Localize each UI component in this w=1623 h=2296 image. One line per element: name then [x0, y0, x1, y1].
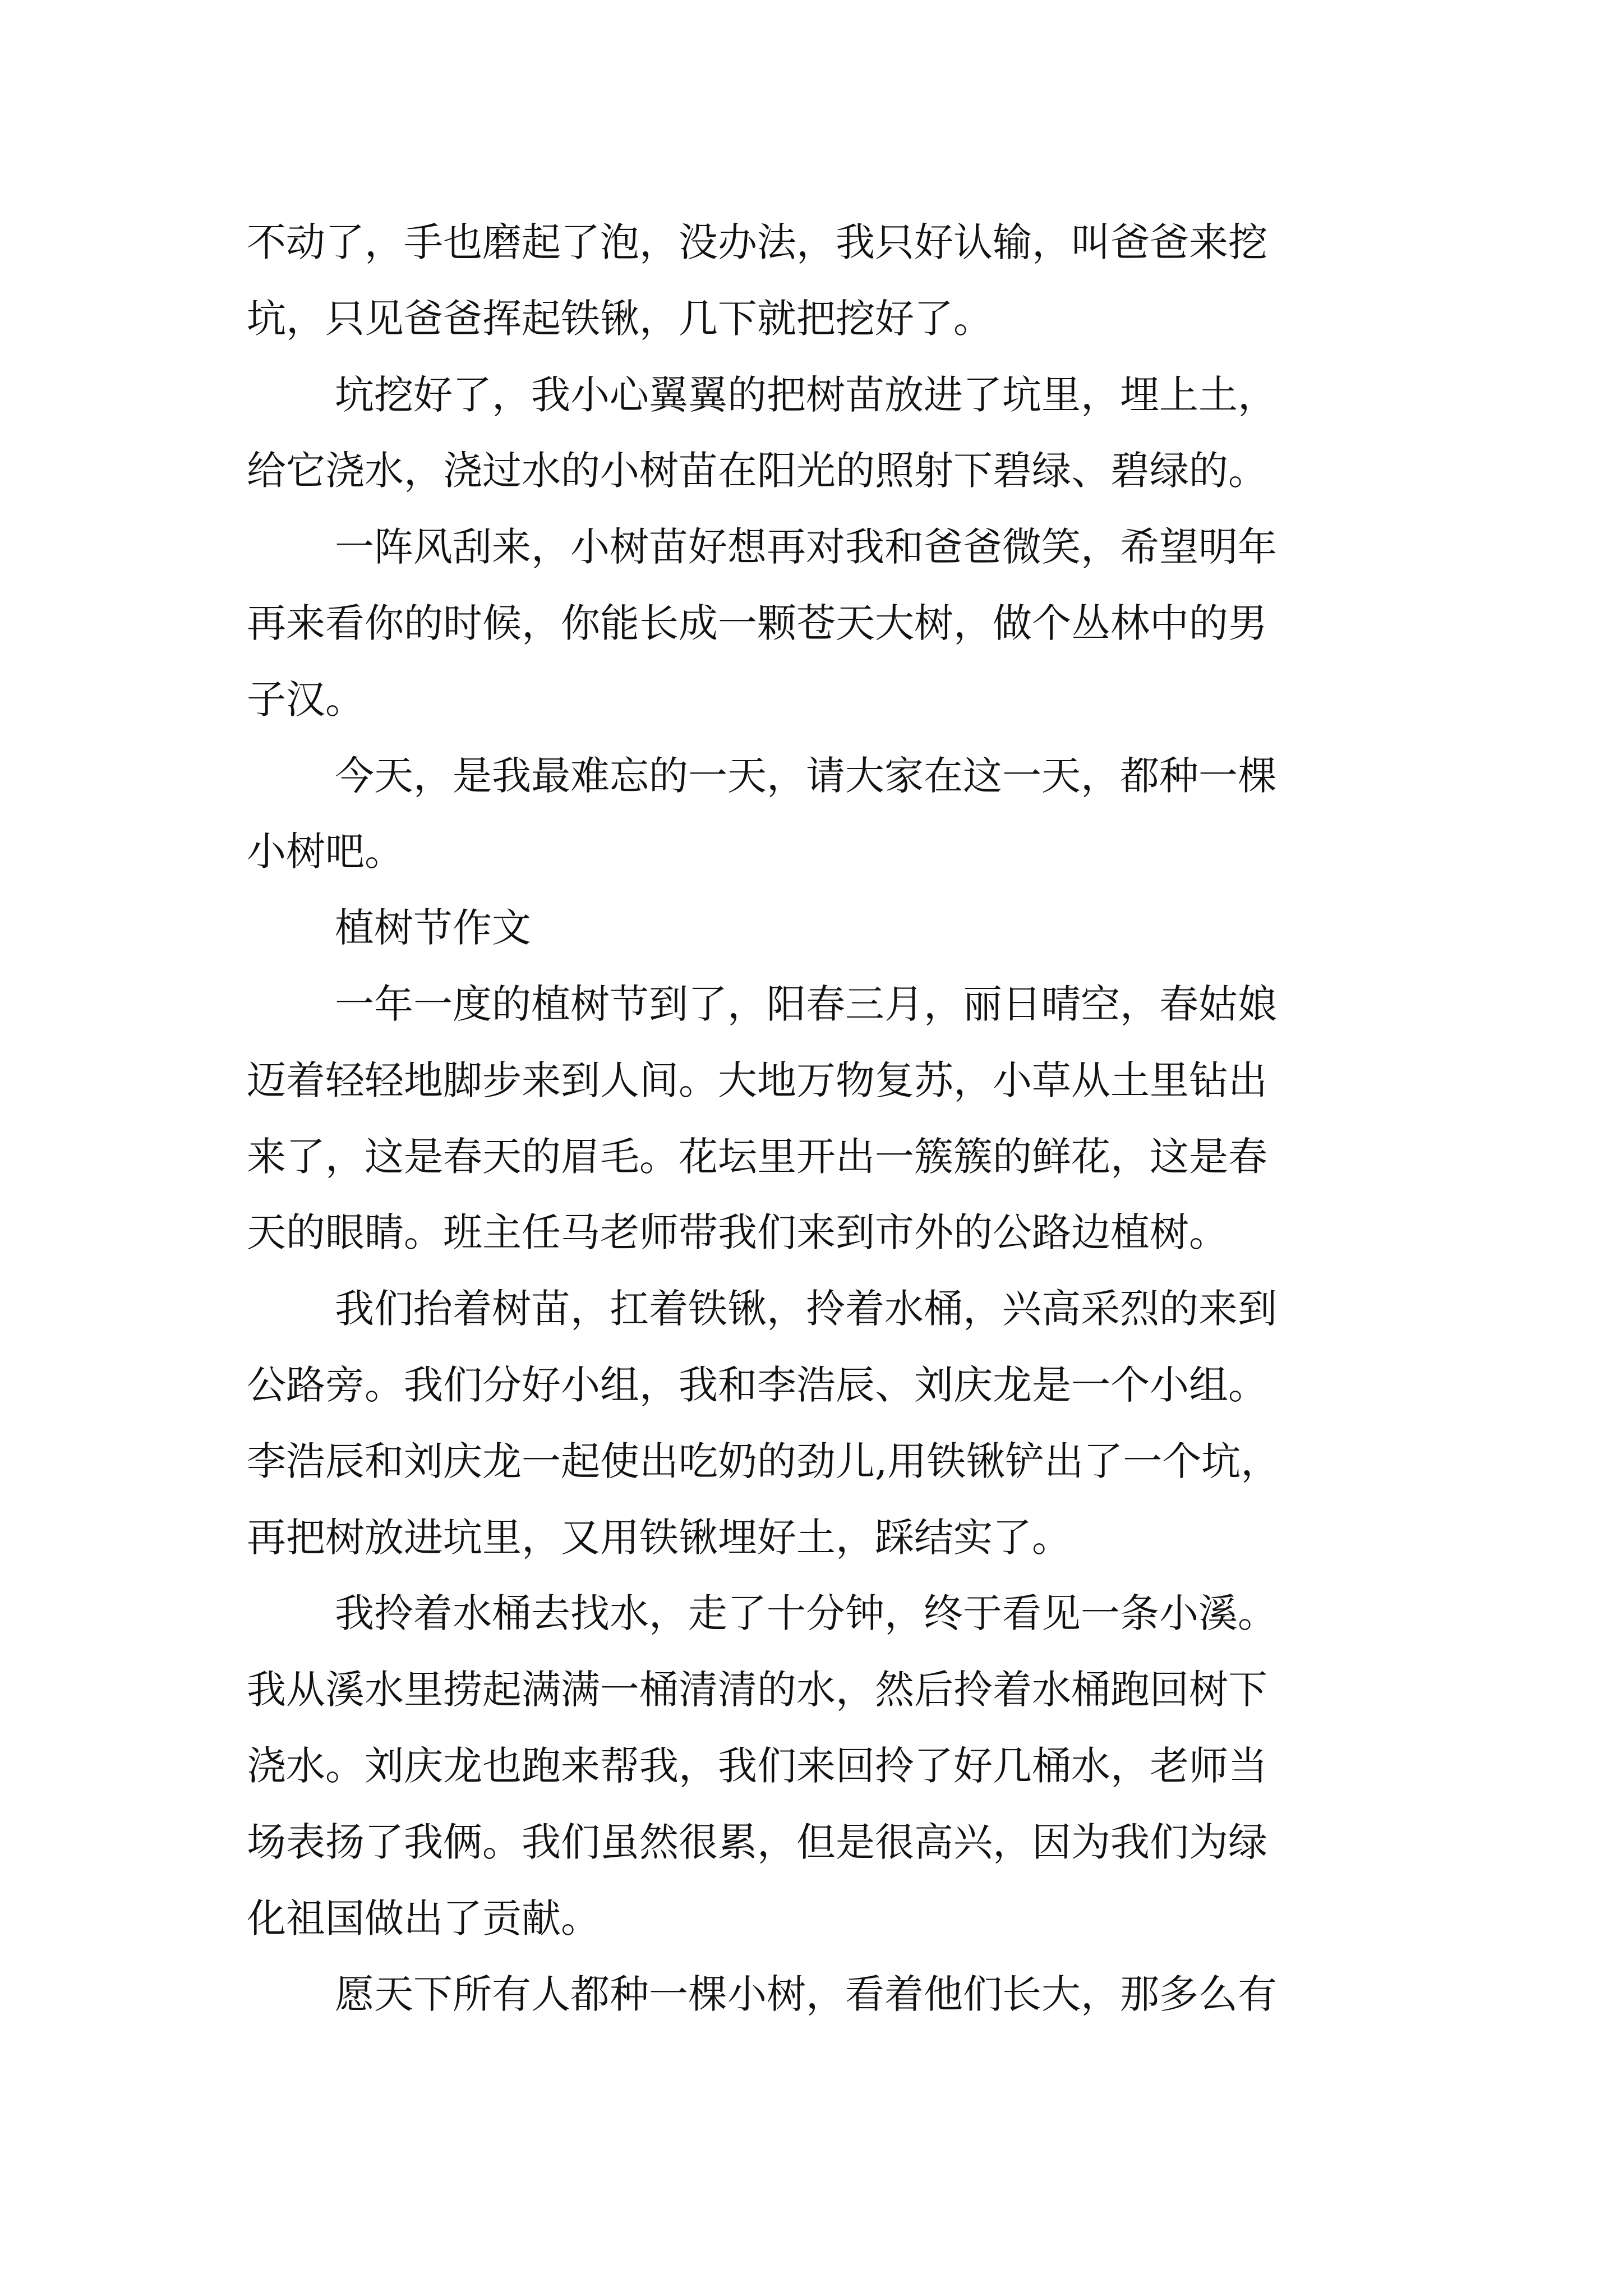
section-heading: 植树节作文	[335, 905, 531, 951]
text-line: 浇水。刘庆龙也跑来帮我，我们来回拎了好几桶水，老师当	[247, 1742, 1267, 1789]
text-line: 场表扬了我俩。我们虽然很累，但是很高兴，因为我们为绿	[247, 1819, 1267, 1865]
text-line: 天的眼睛。班主任马老师带我们来到市外的公路边植树。	[247, 1209, 1228, 1256]
text-line: 给它浇水，浇过水的小树苗在阳光的照射下碧绿、碧绿的。	[247, 448, 1267, 494]
text-line: 子汉。	[247, 676, 365, 723]
text-line: 小树吧。	[247, 829, 404, 875]
text-line: 迈着轻轻地脚步来到人间。大地万物复苏，小草从土里钻出	[247, 1057, 1267, 1103]
text-line: 坑，只见爸爸挥起铁锹，几下就把挖好了。	[247, 295, 993, 342]
text-line: 再把树放进坑里，又用铁锹埋好土，踩结实了。	[247, 1514, 1071, 1561]
document-page	[247, 205, 1391, 2033]
text-line: 再来看你的时候，你能长成一颗苍天大树，做个丛林中的男	[247, 600, 1267, 646]
text-line: 不动了，手也磨起了泡，没办法，我只好认输，叫爸爸来挖	[247, 219, 1267, 265]
paragraph-start: 一阵风刮来，小树苗好想再对我和爸爸微笑，希望明年	[335, 524, 1277, 570]
text-line: 来了，这是春天的眉毛。花坛里开出一簇簇的鲜花，这是春	[247, 1133, 1267, 1180]
text-line: 我从溪水里捞起满满一桶清清的水，然后拎着水桶跑回树下	[247, 1667, 1267, 1713]
paragraph-start: 坑挖好了，我小心翼翼的把树苗放进了坑里，埋上土，	[335, 371, 1277, 418]
paragraph-start: 我们抬着树苗，扛着铁锹，拎着水桶，兴高采烈的来到	[335, 1286, 1277, 1332]
paragraph-start: 今天，是我最难忘的一天，请大家在这一天，都种一棵	[335, 752, 1277, 799]
text-line: 李浩辰和刘庆龙一起使出吃奶的劲儿,用铁锹铲出了一个坑，	[247, 1438, 1280, 1484]
paragraph-start: 一年一度的植树节到了，阳春三月，丽日晴空，春姑娘	[335, 981, 1277, 1027]
paragraph-start: 我拎着水桶去找水，走了十分钟，终于看见一条小溪。	[335, 1590, 1277, 1637]
text-line: 化祖国做出了贡献。	[247, 1895, 600, 1941]
text-line: 公路旁。我们分好小组，我和李浩辰、刘庆龙是一个小组。	[247, 1361, 1267, 1408]
paragraph-start: 愿天下所有人都种一棵小树，看着他们长大，那多么有	[335, 1971, 1277, 2018]
